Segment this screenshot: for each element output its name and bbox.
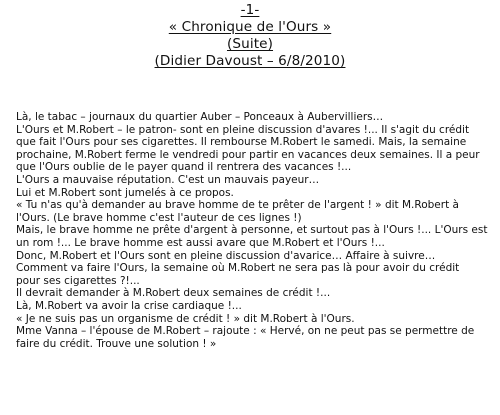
text-line: faire du crédit. Trouve une solution ! » — [16, 337, 217, 350]
text-line: L'Ours et M.Robert – le patron- sont en pleine discussion d'avares !... Il s'agit du crédit — [16, 123, 470, 136]
text-line: pour ses cigarettes ?!... — [16, 274, 140, 287]
text-line: L'Ours a mauvaise réputation. C'est un mauvais payeur… — [16, 173, 320, 186]
text-line: Mais, le brave homme ne prête d'argent à personne, et surtout pas à l'Ours !... L'Ours est — [16, 224, 488, 237]
text-line: Donc, M.Robert et l'Ours sont en pleine discussion d'avarice… Affaire à suivre… — [16, 249, 436, 262]
text-line: Comment va faire l'Ours, la semaine où M.Robert ne sera pas là pour avoir du crédit — [16, 262, 460, 275]
text-line: Mme Vanna – l'épouse de M.Robert – rajoute : « Hervé, on ne peut pas se permettre de — [16, 325, 475, 338]
author-date: (Didier Davoust – 6/8/2010) — [154, 53, 346, 69]
text-line: que fait l'Ours pour ses cigarettes. Il rembourse M.Robert le samedi. Mais, la semaine — [16, 136, 467, 149]
text-line: l'Ours. (Le brave homme c'est l'auteur de ces lignes !) — [16, 211, 302, 224]
chronicle-title: « Chronique de l'Ours » — [168, 19, 332, 35]
text-line: un rom !... Le brave homme est aussi avare que M.Robert et l'Ours !... — [16, 236, 385, 249]
text-line: Il devrait demander à M.Robert deux semaines de crédit !... — [16, 287, 331, 300]
text-line: « Je ne suis pas un organisme de crédit ! » dit M.Robert à l'Ours. — [16, 312, 355, 325]
text-line: que l'Ours oublie de le payer quand il rentrera des vacances !... — [16, 161, 352, 174]
text-line: prochaine, M.Robert ferme le vendredi pour partir en vacances deux semaines. Il a peur — [16, 148, 480, 161]
document-header — [0, 2, 500, 70]
text-line: Là, le tabac – journaux du quartier Auber – Ponceaux à Aubervilliers… — [16, 111, 384, 123]
chronicle-subtitle: (Suite) — [226, 36, 274, 52]
text-line: Lui et M.Robert sont jumelés à ce propos. — [16, 186, 234, 199]
document-body — [16, 111, 494, 350]
page-number: -1- — [240, 2, 260, 18]
text-line: Là, M.Robert va avoir la crise cardiaque !... — [16, 299, 242, 312]
text-line: « Tu n'as qu'à demander au brave homme de te prêter de l'argent ! » dit M.Robert à — [16, 199, 459, 212]
